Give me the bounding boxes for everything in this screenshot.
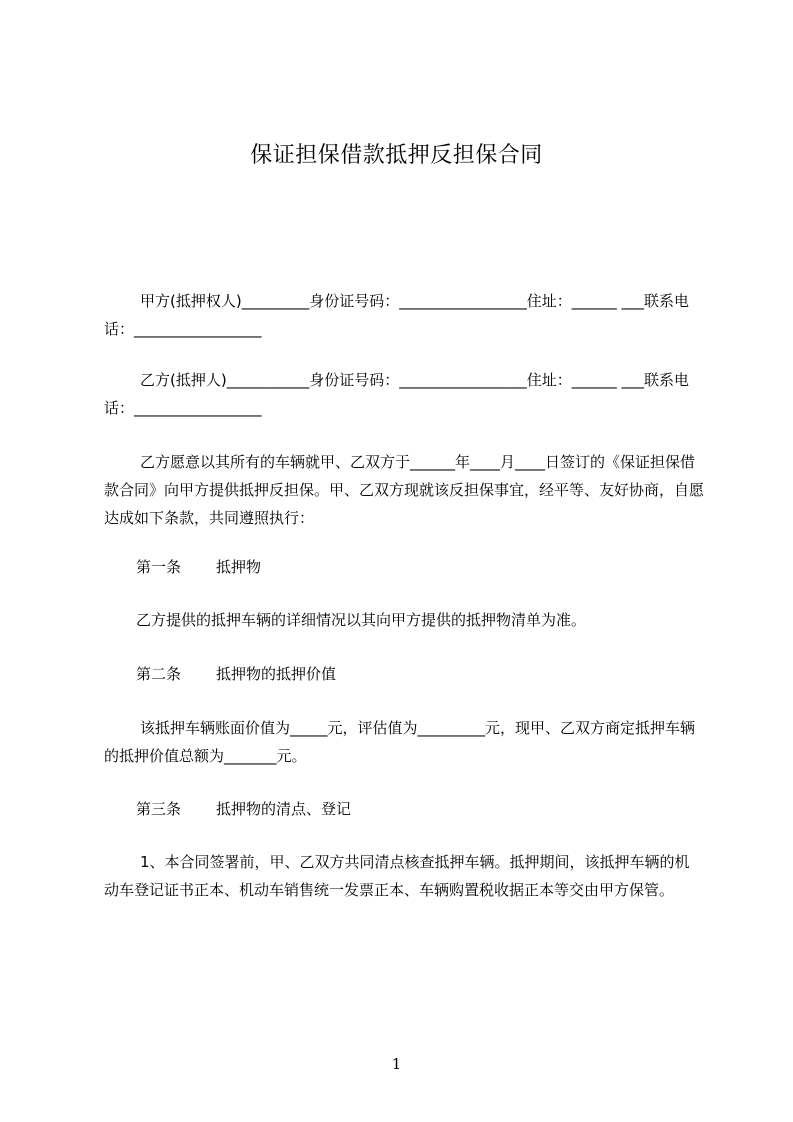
- article-1-body: 乙方提供的抵押车辆的详细情况以其向甲方提供的抵押物清单为准。: [136, 611, 587, 629]
- party-b-info: 乙方(抵押人)___________身份证号码：_________________住址：______ ___联系电话：_________________: [104, 371, 689, 417]
- article-1-number: 第一条: [136, 558, 182, 576]
- article-2-number: 第二条: [136, 665, 182, 683]
- article-3-number: 第三条: [136, 800, 182, 818]
- page-number: 1: [391, 1055, 402, 1073]
- article-2-heading: [136, 660, 336, 688]
- party-a-info: 甲方(抵押权人)_________身份证号码：_________________住址：______ ___联系电话：_________________: [104, 292, 689, 338]
- article-1-heading: [136, 553, 261, 581]
- article-2-title: 抵押物的抵押价值: [216, 665, 337, 683]
- article-3-heading: [136, 795, 351, 823]
- article-2-body: 该抵押车辆账面价值为_____元，评估值为_________元，现甲、乙双方商定抵押车辆的抵押价值总额为_______元。: [104, 719, 696, 765]
- intro-paragraph: 乙方愿意以其所有的车辆就甲、乙双方于______年____月____日签订的《保证担保借款合同》向甲方提供抵押反担保。甲、乙双方现就该反担保事宜，经平等、友好协商，自愿达成如下条款，共同遵照执行：: [104, 453, 705, 527]
- article-3-title: 抵押物的清点、登记: [216, 800, 352, 818]
- article-3-body: 1、本合同签署前，甲、乙双方共同清点核查抵押车辆。抵押期间，该抵押车辆的机动车登记证书正本、机动车销售统一发票正本、车辆购置税收据正本等交由甲方保管。: [104, 853, 690, 899]
- document-title: 保证担保借款抵押反担保合同: [250, 143, 543, 168]
- article-1-title: 抵押物: [216, 558, 262, 576]
